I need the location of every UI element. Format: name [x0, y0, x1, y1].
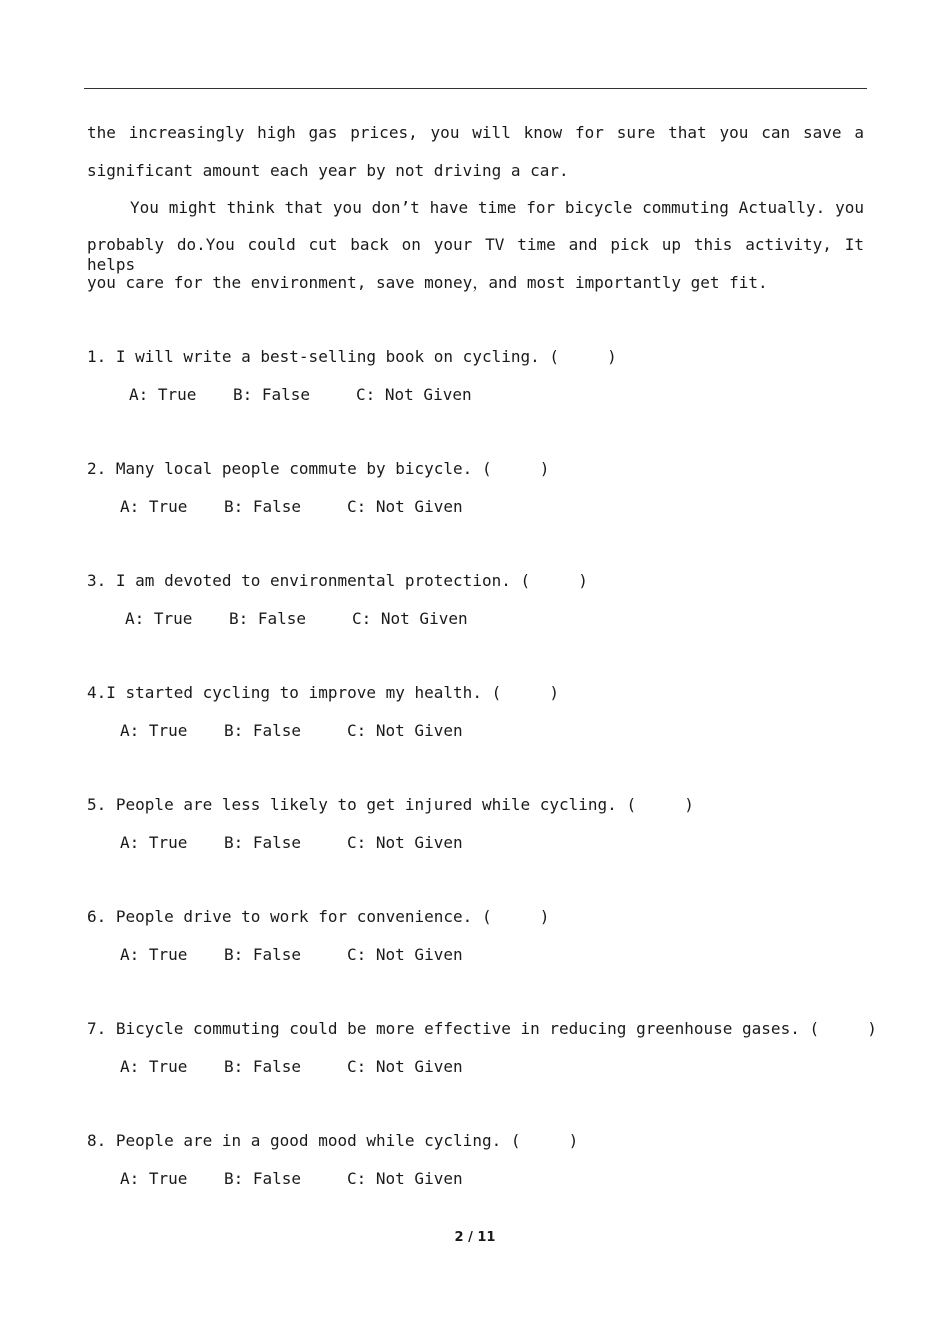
- question-6-option-b[interactable]: B: False: [224, 945, 302, 964]
- passage-line: you care for the environment, save money，and most importantly get fit.: [87, 273, 768, 292]
- question-4-option-a[interactable]: A: True: [120, 721, 188, 740]
- question-5-text: 5. People are less likely to get injured while cycling. ( ): [87, 795, 694, 814]
- question-2-text: 2. Many local people commute by bicycle. ( ): [87, 459, 550, 478]
- question-4-option-b[interactable]: B: False: [224, 721, 302, 740]
- question-5-option-c[interactable]: C: Not Given: [347, 833, 463, 852]
- question-6-option-a[interactable]: A: True: [120, 945, 188, 964]
- question-1-option-a[interactable]: A: True: [129, 385, 197, 404]
- question-3-text: 3. I am devoted to environmental protection. ( ): [87, 571, 588, 590]
- question-7-option-a[interactable]: A: True: [120, 1057, 188, 1076]
- question-3-option-a[interactable]: A: True: [125, 609, 193, 628]
- question-1-option-c[interactable]: C: Not Given: [356, 385, 472, 404]
- question-1-text: 1. I will write a best-selling book on cycling. ( ): [87, 347, 617, 366]
- question-3-option-b[interactable]: B: False: [229, 609, 307, 628]
- passage-line: the increasingly high gas prices, you will know for sure that you can save a: [87, 123, 864, 142]
- header-rule: [84, 88, 867, 89]
- question-2-option-b[interactable]: B: False: [224, 497, 302, 516]
- passage-line: You might think that you don’t have time for bicycle commuting Actually. you: [130, 198, 864, 217]
- question-6-text: 6. People drive to work for convenience. ( ): [87, 907, 550, 926]
- question-4-text: 4.I started cycling to improve my health. ( ): [87, 683, 560, 702]
- question-7-option-c[interactable]: C: Not Given: [347, 1057, 463, 1076]
- question-8-text: 8. People are in a good mood while cycling. ( ): [87, 1131, 579, 1150]
- question-7-option-b[interactable]: B: False: [224, 1057, 302, 1076]
- question-7-text: 7. Bicycle commuting could be more effective in reducing greenhouse gases. ( ): [87, 1019, 877, 1038]
- question-2-option-c[interactable]: C: Not Given: [347, 497, 463, 516]
- passage-line: probably do.You could cut back on your TV time and pick up this activity, It helps: [87, 235, 864, 274]
- question-4-option-c[interactable]: C: Not Given: [347, 721, 463, 740]
- question-5-option-b[interactable]: B: False: [224, 833, 302, 852]
- question-8-option-b[interactable]: B: False: [224, 1169, 302, 1188]
- passage-line: significant amount each year by not driving a car.: [87, 161, 569, 180]
- page-number: 2 / 11: [454, 1230, 496, 1245]
- question-8-option-c[interactable]: C: Not Given: [347, 1169, 463, 1188]
- question-1-option-b[interactable]: B: False: [233, 385, 311, 404]
- question-5-option-a[interactable]: A: True: [120, 833, 188, 852]
- question-8-option-a[interactable]: A: True: [120, 1169, 188, 1188]
- question-2-option-a[interactable]: A: True: [120, 497, 188, 516]
- question-3-option-c[interactable]: C: Not Given: [352, 609, 468, 628]
- question-6-option-c[interactable]: C: Not Given: [347, 945, 463, 964]
